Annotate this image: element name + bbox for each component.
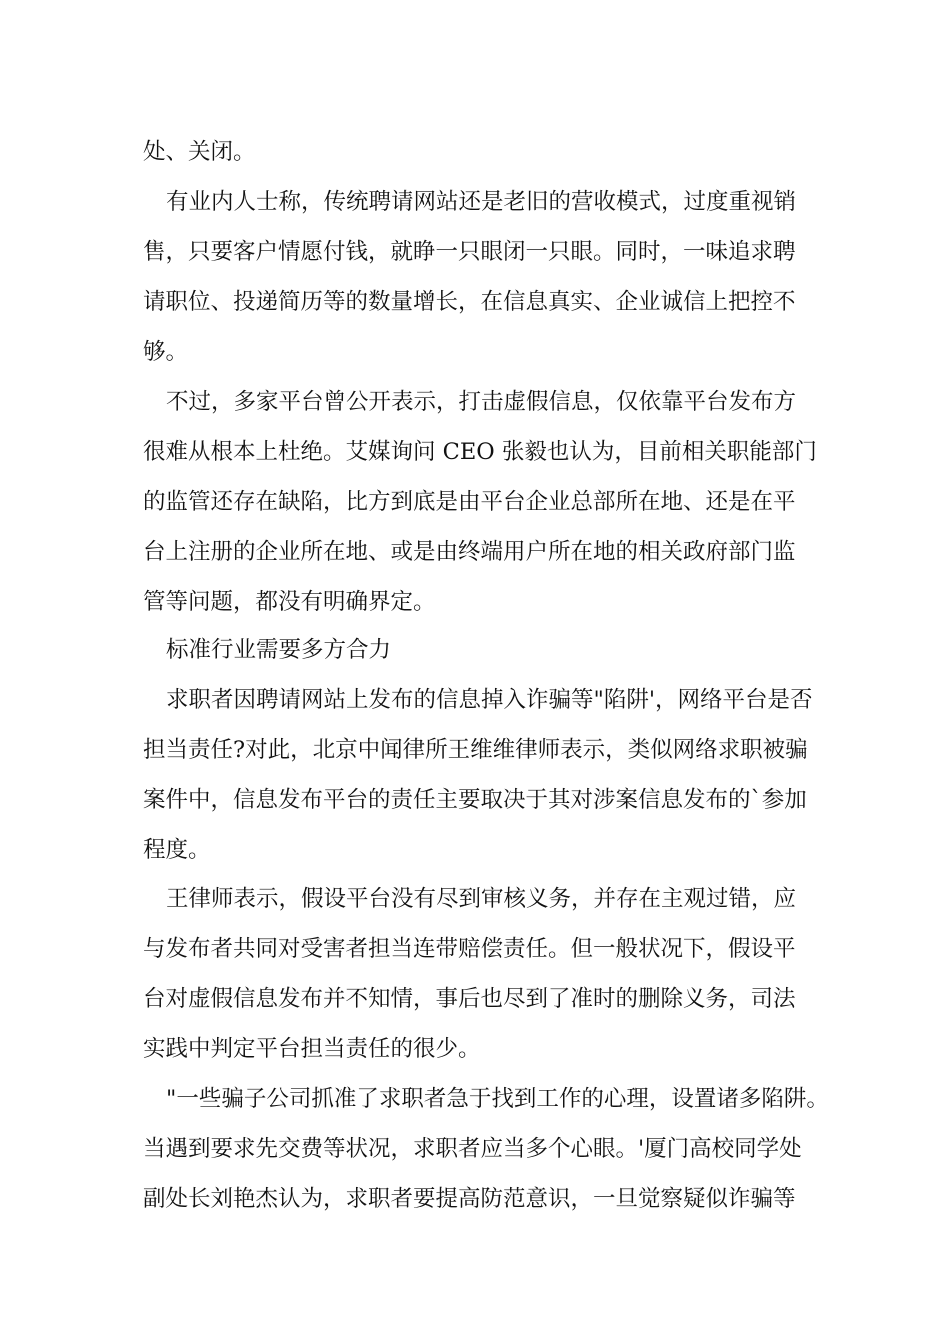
text-line: 不过，多家平台曾公开表示，打击虚假信息，仅依靠平台发布方 xyxy=(166,389,797,415)
section-heading: 标准行业需要多方合力 xyxy=(166,637,392,663)
text-line: 够。 xyxy=(143,339,189,365)
text-line: 售，只要客户情愿付钱，就睁一只眼闭一只眼。同时，一味追求聘 xyxy=(143,239,796,265)
text-line: 台对虚假信息发布并不知情，事后也尽到了准时的删除义务，司法 xyxy=(143,986,796,1012)
text-line: 台上注册的企业所在地、或是由终端用户所在地的相关政府部门监 xyxy=(143,539,796,565)
text-line: 很难从根本上杜绝。艾媒询问 CEO 张毅也认为，目前相关职能部门 xyxy=(143,439,817,465)
text-line: 管等问题，都没有明确界定。 xyxy=(143,589,436,615)
text-line: 有业内人士称，传统聘请网站还是老旧的营收模式，过度重视销 xyxy=(166,189,797,215)
text-line: 求职者因聘请网站上发布的信息掉入诈骗等"陷阱'，网络平台是否 xyxy=(166,687,813,713)
text-line: 请职位、投递简历等的数量增长，在信息真实、企业诚信上把控不 xyxy=(143,289,796,315)
text-line: 与发布者共同对受害者担当连带赔偿责任。但一般状况下，假设平 xyxy=(143,936,796,962)
text-line: 程度。 xyxy=(143,837,211,863)
text-line: 副处长刘艳杰认为，求职者要提高防范意识，一旦觉察疑似诈骗等 xyxy=(143,1186,796,1212)
text-line: 担当责任?对此，北京中闻律所王维维律师表示，类似网络求职被骗 xyxy=(143,737,808,763)
text-line: 的监管还存在缺陷，比方到底是由平台企业总部所在地、还是在平 xyxy=(143,489,796,515)
text-line: 王律师表示，假设平台没有尽到审核义务，并存在主观过错，应 xyxy=(166,886,797,912)
text-line: 当遇到要求先交费等状况，求职者应当多个心眼。'厦门高校同学处 xyxy=(143,1136,802,1162)
text-line: "一些骗子公司抓准了求职者急于找到工作的心理，设置诸多陷阱。 xyxy=(166,1086,829,1112)
text-line: 案件中，信息发布平台的责任主要取决于其对涉案信息发布的`参加 xyxy=(143,787,807,813)
text-line: 处、关闭。 xyxy=(143,139,256,165)
text-line: 实践中判定平台担当责任的很少。 xyxy=(143,1036,481,1062)
